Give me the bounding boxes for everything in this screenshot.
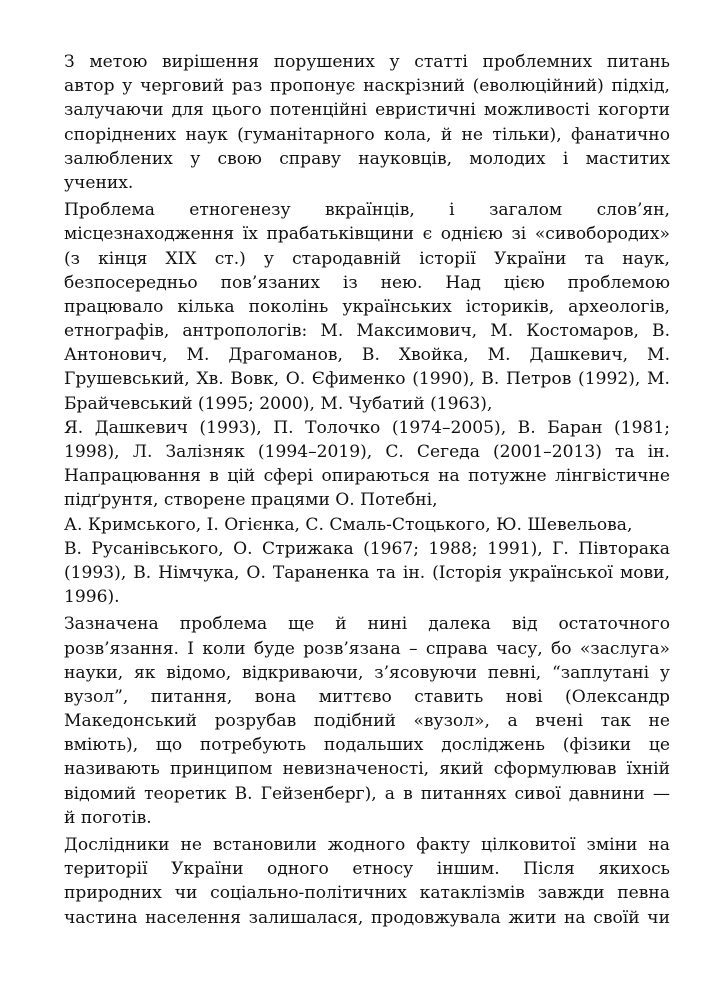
text-line: й поготів. <box>64 807 152 828</box>
text-line: Македонський розрубав подібний «вузол», а вчені так не <box>64 711 670 732</box>
text-line: В. Русанівського, О. Стрижака (1967; 1988; 1991), Г. Півторака <box>64 538 670 559</box>
paragraph-4 <box>64 833 670 930</box>
text-line: називають принципом невизначеності, який сформулював їхній <box>64 759 670 780</box>
text-line: Напрацювання в цій сфері опираються на потужне лінгвістичне <box>64 466 670 487</box>
text-line: підґрунтя, створене працями О. Потебні, <box>64 490 438 511</box>
text-line: Дослідники не встановили жодного факту цілковитої зміни на <box>64 835 670 855</box>
text-line: споріднених наук (гуманітарного кола, й не тільки), фанатично <box>64 124 670 145</box>
text-line: залюблених у свою справу науковців, молодих і маститих <box>64 148 670 169</box>
text-line: залучаючи для цього потенційні евристичні можливості когорти <box>64 100 670 121</box>
text-line: науки, як відомо, відкриваючи, з’ясовуючи певні, “заплутані у <box>64 662 670 683</box>
text-line: Зазначена проблема ще й нині далека від остаточного <box>64 614 670 635</box>
text-line: З метою вирішення порушених у статті проблемних питань <box>64 52 670 72</box>
text-line: Я. Дашкевич (1993), П. Толочко (1974–2005), В. Баран (1981; <box>64 417 670 438</box>
text-line: 1998), Л. Залізняк (1994–2019), С. Сегеда (2001–2013) та ін. <box>64 442 670 462</box>
text-line: 1996). <box>64 587 120 608</box>
text-line: відомий теоретик В. Гейзенберг), а в питаннях сивої давнини — <box>64 783 670 804</box>
text-line: Проблема етногенезу вкраїнців, і загалом слов’ян, <box>64 200 670 221</box>
text-line: розв’язання. І коли буде розв’язана – справа часу, бо «заслуга» <box>64 638 670 659</box>
text-line: А. Кримського, І. Огієнка, С. Смаль-Стоцького, Ю. Шевельова, <box>64 514 633 535</box>
text-line: території України одного етносу іншим. Після якихось <box>64 859 670 880</box>
text-line: частина населення залишалася, продовжувала жити на своїй чи <box>64 907 670 928</box>
paragraph-1 <box>64 50 670 195</box>
text-line: етнографів, антропологів: М. Максимович, М. Костомаров, В. <box>64 321 670 342</box>
text-line: природних чи соціально-політичних катаклізмів завжди певна <box>64 883 670 904</box>
text-line: місцезнаходження їх прабатьківщини є однією зі «сивобородих» <box>64 224 670 245</box>
text-line: (1993), В. Німчука, О. Тараненка та ін. (Історія української мови, <box>64 562 670 583</box>
text-line: вміють), що потребують подальших досліджень (фізики це <box>64 735 670 756</box>
text-line: працювало кілька поколінь українських істориків, археологів, <box>64 296 670 317</box>
text-line: учених. <box>64 172 134 193</box>
text-line: Антонович, М. Драгоманов, В. Хвойка, М. Дашкевич, М. <box>64 345 670 366</box>
text-line: вузол”, питання, вона миттєво ставить нові (Олександр <box>64 686 670 707</box>
paragraph-2 <box>64 198 670 609</box>
document-page <box>64 50 670 930</box>
text-line: Грушевський, Хв. Вовк, О. Єфименко (1990), В. Петров (1992), М. <box>64 369 670 390</box>
text-line: Брайчевський (1995; 2000), М. Чубатий (1963), <box>64 393 493 414</box>
text-line: безпосередньо пов’язаних із нею. Над цією проблемою <box>64 272 670 293</box>
text-line: (з кінця XIX ст.) у стародавній історії України та наук, <box>64 248 670 269</box>
text-line: автор у черговий раз пропонує наскрізний (еволюційний) підхід, <box>64 76 670 97</box>
paragraph-3 <box>64 612 670 830</box>
